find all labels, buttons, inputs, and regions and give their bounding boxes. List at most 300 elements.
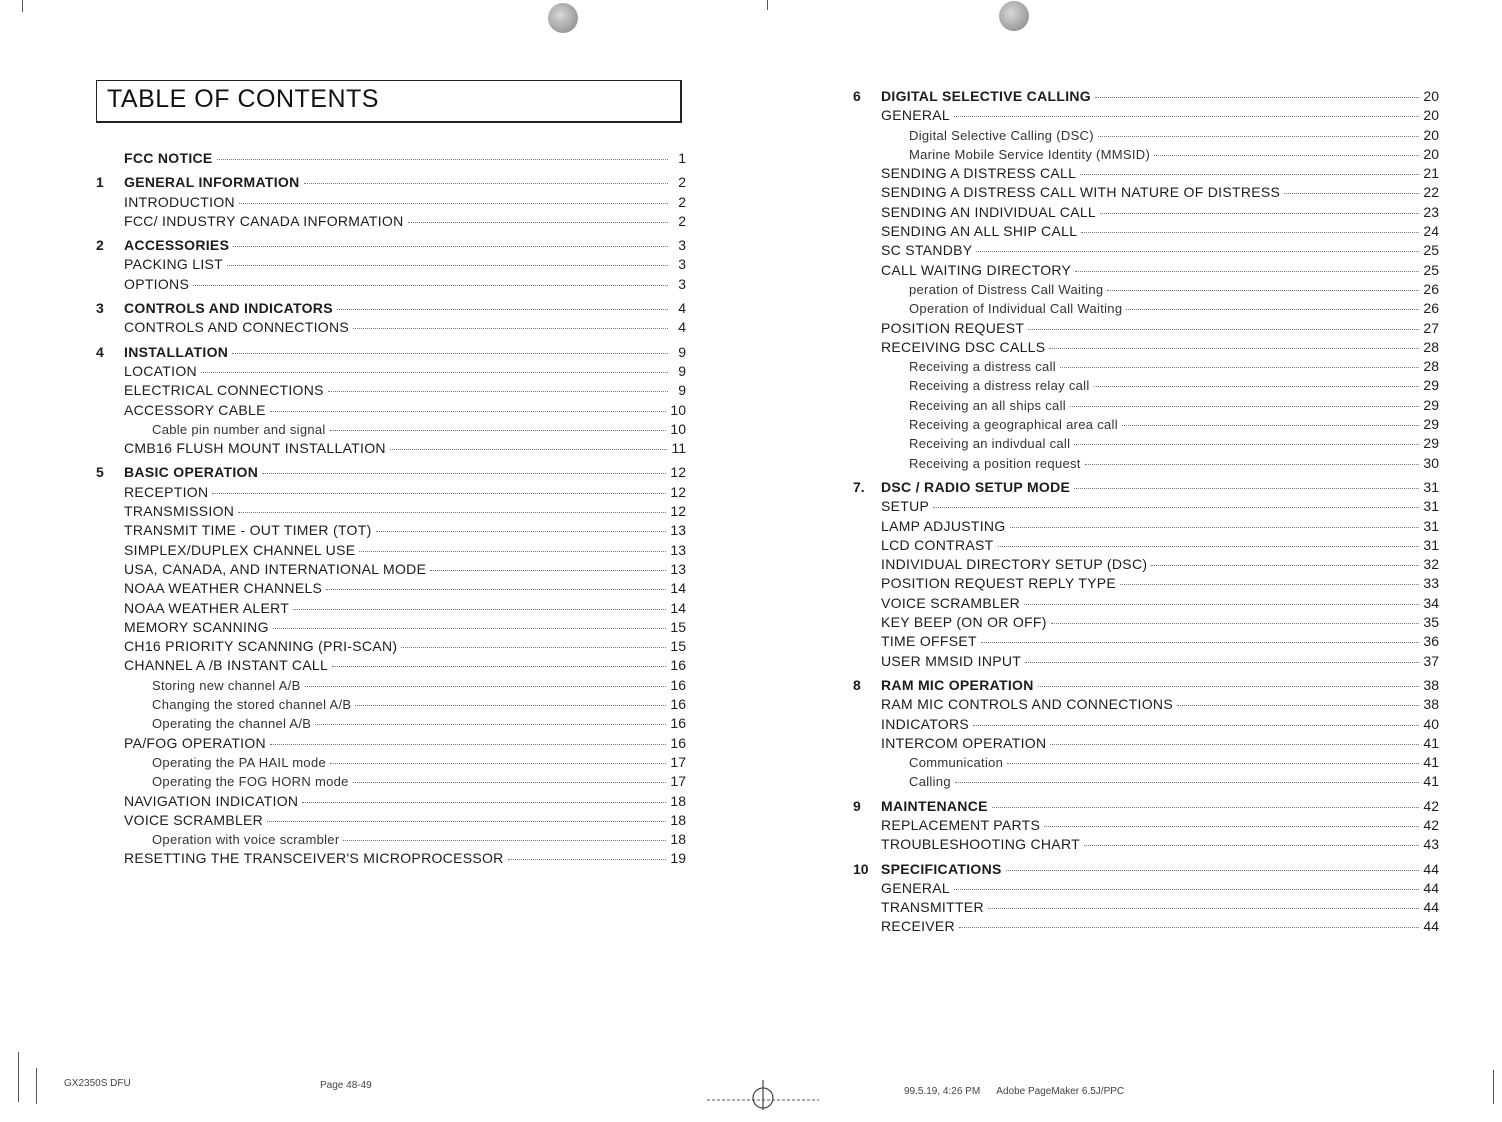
toc-leader-dots (359, 551, 666, 552)
toc-entry-title: TIME OFFSET (881, 633, 977, 650)
toc-entry-title: peration of Distress Call Waiting (909, 281, 1104, 297)
footer-code: GX2350S DFU (64, 1078, 131, 1089)
toc-leader-dots (1060, 367, 1419, 368)
toc-entry-title: CMB16 FLUSH MOUNT INSTALLATION (124, 440, 386, 457)
toc-entry-title: USER MMSID INPUT (881, 652, 1022, 669)
toc-leader-dots (305, 686, 667, 687)
footer-timestamp (904, 1086, 1124, 1097)
toc-chapter (96, 174, 686, 193)
toc-leader-dots (270, 744, 666, 745)
toc-entry (853, 320, 1439, 339)
toc-page-number: 22 (1423, 184, 1439, 201)
toc-leader-dots (353, 328, 668, 329)
toc-leader-dots (1085, 464, 1420, 465)
toc-entry-title: Storing new channel A/B (152, 677, 301, 693)
toc-entry-title: Operating the PA HAIL mode (152, 754, 327, 770)
toc-entry-title: RECEIVING DSC CALLS (881, 338, 1046, 355)
toc-entry-title: DSC / RADIO SETUP MODE (881, 478, 1071, 495)
toc-entry (853, 556, 1439, 575)
toc-chapter (96, 344, 686, 363)
toc-leader-dots (315, 724, 666, 725)
punch-hole (548, 3, 578, 33)
toc-page-number: 31 (1423, 517, 1439, 534)
toc-leader-dots (1038, 686, 1420, 687)
toc-list-right (853, 88, 1439, 938)
toc-page-number: 13 (670, 522, 686, 539)
toc-entry (853, 339, 1439, 358)
toc-entry-title: RECEPTION (124, 483, 209, 500)
toc-entry-title: Operating the FOG HORN mode (152, 774, 349, 790)
toc-entry-title: MAINTENANCE (881, 797, 988, 814)
toc-entry-title: INDICATORS (881, 715, 970, 732)
toc-leader-dots (1094, 386, 1420, 387)
toc-leader-dots (1084, 845, 1419, 846)
toc-leader-dots (981, 642, 1420, 643)
toc-entry-title: Communication (909, 755, 1004, 771)
crop-mark (1493, 1070, 1494, 1104)
toc-page-number: 42 (1423, 816, 1439, 833)
toc-entry (853, 107, 1439, 126)
toc-page-number: 38 (1423, 676, 1439, 693)
toc-entry (96, 561, 686, 580)
toc-entry (853, 773, 1439, 792)
crop-mark (22, 0, 23, 12)
toc-entry-title: Receiving an indivdual call (909, 436, 1071, 452)
toc-entry-title: OPTIONS (124, 275, 190, 292)
toc-entry (96, 638, 686, 657)
toc-entry-title: Receiving a position request (909, 455, 1081, 471)
toc-leader-dots (1070, 406, 1419, 407)
toc-entry (96, 735, 686, 754)
toc-entry-title: Operation of Individual Call Waiting (909, 301, 1123, 317)
toc-page-number: 2 (678, 212, 686, 229)
toc-page-number: 20 (1423, 126, 1439, 143)
toc-leader-dots (954, 116, 1419, 117)
toc-entry-title: USA, CANADA, AND INTERNATIONAL MODE (124, 560, 427, 577)
toc-entry-title: PA/FOG OPERATION (124, 734, 266, 751)
toc-page-number: 16 (670, 657, 686, 674)
toc-page-number: 9 (678, 343, 686, 360)
toc-entry-title: LAMP ADJUSTING (881, 517, 1006, 534)
toc-page-number: 44 (1423, 918, 1439, 935)
toc-entry-title: Operating the channel A/B (152, 716, 312, 732)
toc-entry-title: Operation with voice scrambler (152, 832, 340, 848)
toc-chapter (853, 798, 1439, 817)
toc-entry (96, 696, 686, 715)
toc-entry-title: TRANSMITTER (881, 899, 984, 916)
toc-entry (96, 715, 686, 734)
toc-entry-title: Receiving a distress call (909, 359, 1056, 375)
toc-page-number: 41 (1423, 754, 1439, 771)
toc-leader-dots (998, 546, 1420, 547)
toc-entry (853, 537, 1439, 556)
toc-entry-title: Digital Selective Calling (DSC) (909, 127, 1094, 143)
toc-page-number: 41 (1423, 773, 1439, 790)
toc-leader-dots (1075, 271, 1419, 272)
toc-leader-dots (1051, 623, 1420, 624)
toc-leader-dots (1050, 744, 1419, 745)
crop-mark (18, 1052, 19, 1102)
toc-entry-title: Receiving a geographical area call (909, 417, 1118, 433)
toc-leader-dots (1177, 705, 1419, 706)
toc-leader-dots (304, 183, 668, 184)
toc-entry-title: TROUBLESHOOTING CHART (881, 836, 1080, 853)
toc-entry-title: ACCESSORY CABLE (124, 401, 266, 418)
toc-entry (853, 397, 1439, 416)
toc-entry-title: NAVIGATION INDICATION (124, 792, 299, 809)
toc-entry (853, 817, 1439, 836)
toc-leader-dots (955, 782, 1420, 783)
toc-page-number: 4 (678, 319, 686, 336)
toc-chapter (96, 237, 686, 256)
toc-leader-dots (355, 705, 666, 706)
toc-leader-dots (332, 666, 666, 667)
toc-page-number: 33 (1423, 575, 1439, 592)
toc-entry (96, 276, 686, 295)
toc-leader-dots (1284, 193, 1419, 194)
toc-entry-title: FCC NOTICE (124, 150, 213, 166)
toc-entry-title: RAM MIC CONTROLS AND CONNECTIONS (881, 696, 1173, 713)
toc-leader-dots (1028, 329, 1419, 330)
toc-leader-dots (353, 782, 667, 783)
toc-page-number: 16 (670, 734, 686, 751)
toc-entry (96, 542, 686, 561)
toc-chapter-number: 7. (853, 478, 865, 495)
toc-page-number: 20 (1423, 145, 1439, 162)
toc-leader-dots (430, 570, 666, 571)
toc-entry-title: INTRODUCTION (124, 193, 235, 210)
toc-entry (853, 498, 1439, 517)
toc-entry-title: KEY BEEP (ON OR OFF) (881, 614, 1047, 631)
footer-page-label: Page 48-49 (320, 1080, 372, 1091)
toc-page-number: 29 (1423, 416, 1439, 433)
toc-leader-dots (959, 927, 1419, 928)
toc-entry (853, 165, 1439, 184)
toc-entry (96, 793, 686, 812)
toc-page-number: 37 (1423, 652, 1439, 669)
toc-page-number: 15 (670, 618, 686, 635)
toc-page-number: 34 (1423, 594, 1439, 611)
toc-entry-title: Marine Mobile Service Identity (MMSID) (909, 146, 1151, 162)
toc-page-number: 18 (670, 811, 686, 828)
toc-entry-title: SETUP (881, 498, 930, 515)
toc-leader-dots (1095, 97, 1419, 98)
toc-entry (853, 716, 1439, 735)
toc-chapter-number: 6 (853, 88, 861, 104)
toc-leader-dots (401, 647, 666, 648)
toc-entry-title: TRANSMISSION (124, 503, 235, 520)
toc-entry (853, 899, 1439, 918)
toc-page-number: 43 (1423, 836, 1439, 853)
toc-entry-title: SIMPLEX/DUPLEX CHANNEL USE (124, 541, 356, 558)
toc-entry (96, 503, 686, 522)
toc-page-number: 1 (678, 150, 686, 166)
toc-page-number: 2 (678, 193, 686, 210)
toc-entry-title: Receiving a distress relay call (909, 378, 1090, 394)
toc-entry (853, 262, 1439, 281)
toc-chapter-number: 10 (853, 860, 869, 877)
toc-chapter-number: 2 (96, 237, 104, 254)
toc-entry-title: CH16 PRIORITY SCANNING (PRI-SCAN) (124, 638, 398, 655)
toc-entry (853, 300, 1439, 319)
toc-entry-title: SENDING AN ALL SHIP CALL (881, 223, 1078, 240)
toc-page-number: 12 (670, 464, 686, 481)
toc-leader-dots (232, 353, 668, 354)
toc-leader-dots (954, 889, 1419, 890)
toc-leader-dots (1007, 763, 1419, 764)
toc-leader-dots (1080, 174, 1419, 175)
toc-page-number: 20 (1423, 107, 1439, 124)
toc-entry-title: BASIC OPERATION (124, 464, 259, 481)
toc-page-number: 17 (670, 773, 686, 790)
toc-page-number: 24 (1423, 223, 1439, 240)
toc-entry (853, 416, 1439, 435)
toc-leader-dots (343, 840, 666, 841)
toc-entry-title: VOICE SCRAMBLER (124, 811, 264, 828)
toc-entry-title: Changing the stored channel A/B (152, 697, 352, 713)
toc-leader-dots (1044, 826, 1419, 827)
toc-entry (96, 522, 686, 541)
toc-leader-dots (1100, 213, 1419, 214)
toc-page-number: 32 (1423, 556, 1439, 573)
toc-leader-dots (238, 512, 666, 513)
toc-leader-dots (1107, 290, 1419, 291)
toc-chapter-number: 9 (853, 797, 861, 814)
toc-chapter-number: 8 (853, 676, 861, 693)
toc-leader-dots (408, 222, 668, 223)
toc-entry-title: CHANNEL A /B INSTANT CALL (124, 657, 329, 674)
toc-page-number: 13 (670, 560, 686, 577)
toc-entry (96, 194, 686, 213)
toc-chapter-number: 3 (96, 300, 104, 317)
toc-entry-title: Cable pin number and signal (152, 421, 326, 437)
toc-page-number: 35 (1423, 614, 1439, 631)
toc-leader-dots (267, 821, 666, 822)
right-page (751, 0, 1502, 1122)
toc-leader-dots (233, 246, 668, 247)
toc-leader-dots (1074, 444, 1419, 445)
toc-entry (853, 633, 1439, 652)
toc-entry (96, 657, 686, 676)
toc-page-number: 12 (670, 483, 686, 500)
toc-entry-title: SC STANDBY (881, 242, 973, 259)
toc-entry-title: NOAA WEATHER CHANNELS (124, 580, 323, 597)
toc-entry (96, 831, 686, 850)
punch-hole (999, 1, 1029, 31)
toc-page-number: 27 (1423, 319, 1439, 336)
toc-leader-dots (193, 285, 668, 286)
toc-entry-title: REPLACEMENT PARTS (881, 816, 1041, 833)
toc-page-number: 30 (1423, 454, 1439, 471)
toc-entry-title: Receiving an all ships call (909, 397, 1066, 413)
toc-entry-title: INDIVIDUAL DIRECTORY SETUP (DSC) (881, 556, 1148, 573)
page-title: TABLE OF CONTENTS (107, 85, 379, 113)
toc-entry (853, 127, 1439, 146)
toc-page-number: 13 (670, 541, 686, 558)
toc-entry (853, 146, 1439, 165)
toc-page-number: 26 (1423, 300, 1439, 317)
toc-entry (853, 735, 1439, 754)
toc-leader-dots (1126, 309, 1419, 310)
toc-chapter (853, 88, 1439, 107)
toc-entry-title: NOAA WEATHER ALERT (124, 599, 290, 616)
toc-page-number: 2 (678, 174, 686, 191)
toc-page-number: 31 (1423, 498, 1439, 515)
toc-chapter (96, 464, 686, 483)
toc-entry (853, 653, 1439, 672)
toc-entry-title: MEMORY SCANNING (124, 618, 269, 635)
toc-entry-title: GENERAL (881, 879, 951, 896)
footer-software: Adobe PageMaker 6.5J/PPC (996, 1086, 1125, 1097)
toc-entry (853, 836, 1439, 855)
toc-entry-title: FCC/ INDUSTRY CANADA INFORMATION (124, 212, 404, 229)
toc-leader-dots (1006, 870, 1420, 871)
toc-leader-dots (227, 265, 668, 266)
toc-page-number: 18 (670, 792, 686, 809)
toc-leader-dots (1049, 348, 1419, 349)
toc-leader-dots (1025, 662, 1419, 663)
toc-entry (96, 754, 686, 773)
toc-leader-dots (1074, 488, 1419, 489)
toc-entry (96, 484, 686, 503)
toc-leader-dots (1098, 136, 1420, 137)
toc-leader-dots (933, 507, 1419, 508)
toc-page-number: 10 (670, 401, 686, 418)
toc-leader-dots (1081, 232, 1419, 233)
toc-list-left (96, 150, 686, 870)
toc-leader-dots (330, 430, 667, 431)
toc-entry (853, 696, 1439, 715)
toc-chapter (96, 150, 686, 169)
toc-entry (96, 402, 686, 421)
toc-entry-title: PACKING LIST (124, 256, 224, 273)
toc-page-number: 14 (670, 580, 686, 597)
toc-entry (96, 256, 686, 275)
toc-page-number: 3 (678, 275, 686, 292)
toc-entry (853, 918, 1439, 937)
toc-entry-title: LCD CONTRAST (881, 536, 994, 553)
toc-leader-dots (1151, 565, 1419, 566)
toc-chapter (96, 300, 686, 319)
toc-entry (96, 319, 686, 338)
toc-entry (853, 595, 1439, 614)
toc-entry-title: GENERAL (881, 107, 951, 124)
toc-leader-dots (273, 628, 667, 629)
toc-entry (96, 677, 686, 696)
toc-page-number: 11 (671, 440, 686, 457)
crop-mark (36, 1068, 37, 1104)
toc-entry (96, 421, 686, 440)
toc-entry (853, 455, 1439, 474)
toc-leader-dots (376, 531, 667, 532)
toc-chapter (853, 861, 1439, 880)
toc-leader-dots (330, 763, 666, 764)
toc-entry (96, 440, 686, 459)
toc-page-number: 26 (1423, 280, 1439, 297)
toc-entry-title: SENDING A DISTRESS CALL WITH NATURE OF DISTRESS (881, 184, 1281, 201)
toc-entry-title: POSITION REQUEST (881, 319, 1025, 336)
toc-entry (96, 812, 686, 831)
toc-entry (853, 242, 1439, 261)
toc-page-number: 21 (1423, 165, 1439, 182)
toc-entry-title: VOICE SCRAMBLER (881, 594, 1021, 611)
toc-page-number: 29 (1423, 377, 1439, 394)
toc-leader-dots (992, 807, 1420, 808)
toc-leader-dots (1024, 604, 1419, 605)
toc-page-number: 31 (1423, 478, 1439, 495)
toc-entry (96, 619, 686, 638)
footer-date: 99.5.19, 4:26 PM (904, 1086, 981, 1097)
toc-entry (853, 377, 1439, 396)
toc-entry (853, 575, 1439, 594)
toc-page-number: 28 (1423, 338, 1439, 355)
toc-entry (96, 213, 686, 232)
toc-leader-dots (217, 159, 668, 160)
toc-leader-dots (326, 589, 666, 590)
toc-entry (853, 281, 1439, 300)
toc-chapter-number: 5 (96, 464, 104, 481)
toc-entry-title: POSITION REQUEST REPLY TYPE (881, 575, 1117, 592)
toc-entry-title: TRANSMIT TIME - OUT TIMER (TOT) (124, 522, 372, 539)
toc-page-number: 9 (678, 362, 686, 379)
toc-entry-title: SPECIFICATIONS (881, 860, 1002, 877)
toc-leader-dots (270, 411, 667, 412)
toc-entry (96, 773, 686, 792)
toc-leader-dots (1010, 527, 1420, 528)
toc-page-number: 42 (1423, 797, 1439, 814)
toc-page-number: 25 (1423, 242, 1439, 259)
toc-entry (853, 358, 1439, 377)
toc-page-number: 25 (1423, 261, 1439, 278)
toc-entry (96, 382, 686, 401)
toc-entry (853, 184, 1439, 203)
toc-page-number: 44 (1423, 899, 1439, 916)
toc-entry-title: DIGITAL SELECTIVE CALLING (881, 88, 1091, 104)
toc-entry (853, 204, 1439, 223)
toc-leader-dots (293, 609, 666, 610)
toc-leader-dots (1122, 425, 1419, 426)
toc-entry-title: RAM MIC OPERATION (881, 676, 1034, 693)
registration-mark-icon (707, 1078, 819, 1112)
toc-leader-dots (212, 493, 666, 494)
toc-leader-dots (508, 859, 667, 860)
toc-entry-title: ELECTRICAL CONNECTIONS (124, 382, 324, 399)
toc-chapter-number: 1 (96, 174, 104, 191)
toc-entry-title: INSTALLATION (124, 343, 229, 360)
toc-leader-dots (262, 473, 666, 474)
toc-page-number: 3 (678, 256, 686, 273)
toc-leader-dots (201, 372, 668, 373)
toc-entry (96, 850, 686, 869)
toc-page-number: 12 (670, 503, 686, 520)
toc-page-number: 19 (670, 850, 686, 867)
toc-page-number: 4 (678, 300, 686, 317)
toc-page-number: 31 (1423, 536, 1439, 553)
toc-entry-title: SENDING AN INDIVIDUAL CALL (881, 203, 1097, 220)
crop-mark (767, 0, 768, 10)
toc-entry-title: CALL WAITING DIRECTORY (881, 261, 1072, 278)
toc-entry-title: GENERAL INFORMATION (124, 174, 300, 191)
toc-page-number: 17 (670, 753, 686, 770)
toc-entry-title: CONTROLS AND INDICATORS (124, 300, 333, 317)
toc-entry-title: RESETTING THE TRANSCEIVER'S MICROPROCESSOR (124, 850, 504, 867)
toc-entry-title: SENDING A DISTRESS CALL (881, 165, 1077, 182)
toc-page-number: 29 (1423, 435, 1439, 452)
toc-entry-title: ACCESSORIES (124, 237, 230, 254)
toc-entry-title: INTERCOM OPERATION (881, 734, 1047, 751)
toc-page-number: 16 (670, 715, 686, 732)
toc-leader-dots (988, 908, 1420, 909)
